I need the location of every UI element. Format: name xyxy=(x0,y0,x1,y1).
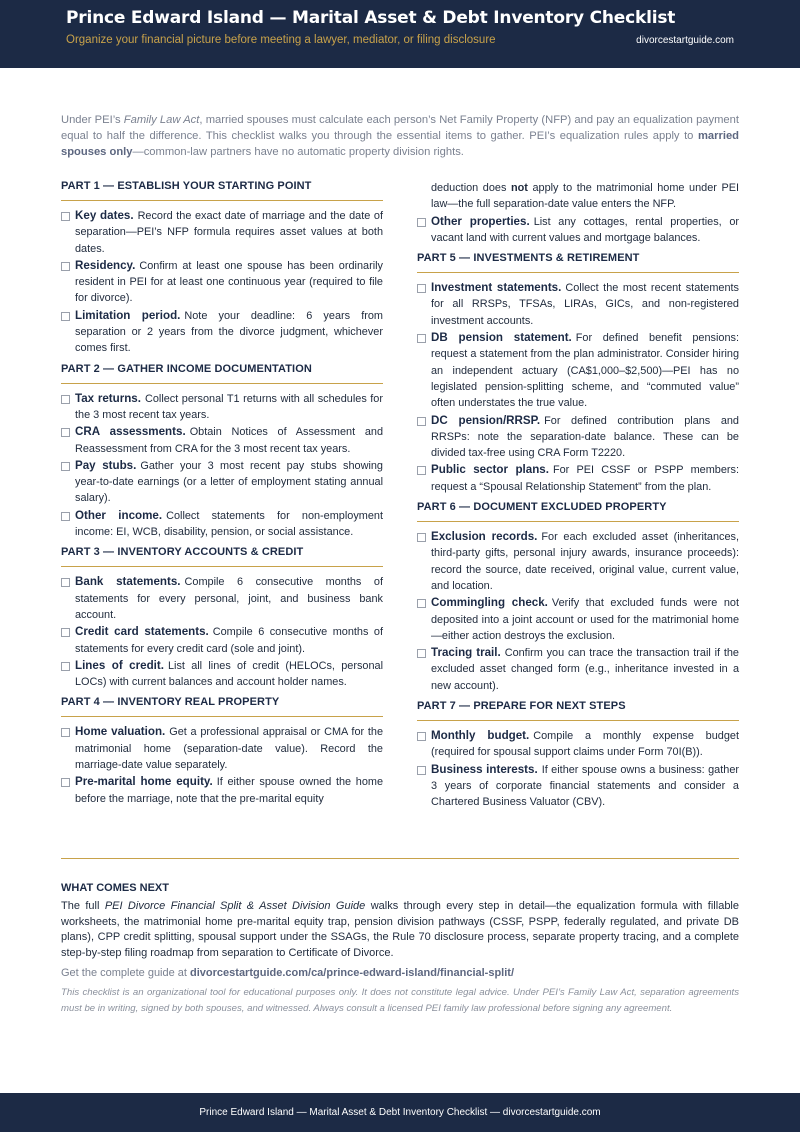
item-text: Confirm you can trace the transaction trail if the excluded asset changed form (e.g., inheritance invested in a new account). xyxy=(431,647,739,692)
next-title: WHAT COMES NEXT xyxy=(61,882,169,894)
intro-text-1: Under PEI’s xyxy=(61,114,124,126)
guide-name: PEI Divorce Financial Split & Asset Division Guide xyxy=(104,900,366,912)
item-key: Tax returns. xyxy=(75,391,141,405)
checkbox-icon[interactable] xyxy=(61,462,70,471)
part-title: PART 3 — INVENTORY ACCOUNTS & CREDIT xyxy=(61,546,383,567)
checklist-item[interactable] xyxy=(61,658,383,691)
item-text: For defined benefit pensions: request a statement from the plan administrator. Consider hiring an independent actuary (CA$1,000–$2,500)—PEI has no legislated pension-splitting scheme, and “commuted value” often understates the true value. xyxy=(431,332,739,410)
checklist-item[interactable] xyxy=(61,724,383,773)
checklist-item[interactable] xyxy=(417,728,739,761)
what-comes-next-section xyxy=(61,882,739,1016)
item-text: Gather your 3 most recent pay stubs showing year-to-date earnings (or a letter of employment stating annual salary). xyxy=(75,459,383,505)
part-title: PART 5 — INVESTMENTS & RETIREMENT xyxy=(417,252,739,273)
part-title: PART 6 — DOCUMENT EXCLUDED PROPERTY xyxy=(417,501,739,522)
checkbox-icon[interactable] xyxy=(61,628,70,637)
checklist-item[interactable] xyxy=(417,413,739,462)
page-title: Prince Edward Island — Marital Asset & Debt Inventory Checklist xyxy=(66,8,676,28)
checkbox-icon[interactable] xyxy=(61,428,70,437)
left-column xyxy=(61,180,383,813)
part-5 xyxy=(417,252,739,495)
item-text: Collect statements for non-employment income: EI, WCB, disability, pension, or social assistance. xyxy=(75,509,384,539)
item-key: Exclusion records. xyxy=(431,530,538,544)
item-text: List any cottages, rental properties, or vacant land with current values and mortgage balances. xyxy=(431,215,739,244)
checkbox-icon[interactable] xyxy=(417,284,426,293)
item-key: Limitation period. xyxy=(75,308,181,322)
part-4-continued xyxy=(417,180,739,246)
item-key: Credit card statements. xyxy=(75,625,209,639)
checklist-item[interactable] xyxy=(61,208,383,257)
part-7 xyxy=(417,700,739,810)
checklist-item[interactable] xyxy=(417,280,739,329)
next-body xyxy=(61,899,739,961)
item-text: Note your deadline: 6 years from separation or 2 years from the divorce judgment, whichever comes first. xyxy=(75,309,383,355)
page-footer xyxy=(0,1093,800,1132)
checkbox-icon[interactable] xyxy=(417,533,426,542)
checkbox-icon[interactable] xyxy=(417,599,426,608)
part-4 xyxy=(61,696,383,806)
item-key: Pre-marital home equity. xyxy=(75,775,213,789)
checklist-item[interactable] xyxy=(61,574,383,623)
item-text: Collect personal T1 returns with all schedules for the 3 most recent tax years. xyxy=(75,392,383,421)
part-6 xyxy=(417,501,739,694)
footer-text: Prince Edward Island — Marital Asset & Debt Inventory Checklist — divorcestartguide.com xyxy=(199,1107,601,1118)
part-3 xyxy=(61,546,383,690)
item-key: CRA assessments. xyxy=(75,425,186,439)
checkbox-icon[interactable] xyxy=(417,732,426,741)
item-text: If either spouse owned the home before the marriage, note that the pre-marital equity xyxy=(75,776,384,805)
checkbox-icon[interactable] xyxy=(61,778,70,787)
checklist-item[interactable] xyxy=(61,308,383,357)
checkbox-icon[interactable] xyxy=(417,218,426,227)
item-key: Home valuation. xyxy=(75,725,166,739)
item-text: If either spouse owns a business: gather 3 years of corporate financial statements and consider a Chartered Business Valuator (CBV). xyxy=(431,763,739,809)
checkbox-icon[interactable] xyxy=(61,728,70,737)
checkbox-icon[interactable] xyxy=(61,395,70,404)
part-title: PART 1 — ESTABLISH YOUR STARTING POINT xyxy=(61,180,383,201)
checklist-item[interactable] xyxy=(61,424,383,457)
item-key: Public sector plans. xyxy=(431,463,549,477)
continuation-emphasis: not xyxy=(510,182,528,194)
checkbox-icon[interactable] xyxy=(417,766,426,775)
item-text: For defined contribution plans and RRSPs: note the separation-date balance. These can be divided tax-free using CRA Form T2220. xyxy=(431,414,739,460)
checkbox-icon[interactable] xyxy=(61,578,70,587)
item-key: Other income. xyxy=(75,508,163,522)
next-body-text-a: The full xyxy=(61,900,105,912)
checklist-item[interactable] xyxy=(61,458,383,507)
guide-link-prefix: Get the complete guide at xyxy=(61,967,191,979)
header-site-link[interactable]: divorcestartguide.com xyxy=(636,35,734,46)
checkbox-icon[interactable] xyxy=(61,512,70,521)
checkbox-icon[interactable] xyxy=(417,649,426,658)
checkbox-icon[interactable] xyxy=(61,212,70,221)
item-key: Key dates. xyxy=(75,209,134,222)
guide-link-line xyxy=(61,967,739,979)
checklist-item[interactable] xyxy=(61,624,383,657)
part-title: PART 2 — GATHER INCOME DOCUMENTATION xyxy=(61,363,383,384)
intro-text-3: —common-law partners have no automatic property division rights. xyxy=(132,146,464,158)
item-key: Business interests. xyxy=(431,762,538,776)
section-divider xyxy=(61,858,739,859)
guide-link[interactable]: divorcestartguide.com/ca/prince-edward-island/financial-split/ xyxy=(190,967,514,979)
item-text: Obtain Notices of Assessment and Reassessment from CRA for the 3 most recent tax years. xyxy=(75,426,383,455)
checklist-item[interactable] xyxy=(417,762,739,811)
checklist-item[interactable] xyxy=(417,595,739,644)
checkbox-icon[interactable] xyxy=(417,417,426,426)
item-key: Monthly budget. xyxy=(431,729,530,743)
item-text: Get a professional appraisal or CMA for the matrimonial home (separation-date value). Record the marriage-date value separately. xyxy=(75,726,383,772)
item-key: Pay stubs. xyxy=(75,458,137,472)
intro-act-name: Family Law Act xyxy=(123,114,200,126)
item-key: Other properties. xyxy=(431,214,530,228)
item-text: Collect the most recent statements for all RRSPs, TFSAs, LIRAs, GICs, and non-registered investment accounts. xyxy=(431,282,739,327)
checklist-item[interactable] xyxy=(417,462,739,495)
part-title: PART 7 — PREPARE FOR NEXT STEPS xyxy=(417,700,739,721)
item-text: List all lines of credit (HELOCs, personal LOCs) with current balances and account holder names. xyxy=(75,659,383,689)
item-text: For PEI CSSF or PSPP members: request a “Spousal Relationship Statement” from the plan. xyxy=(431,464,739,493)
item-key: Bank statements. xyxy=(75,575,181,589)
item-text: Verify that excluded funds were not deposited into a joint account or used for the matrimonial home—either action destroys the exclusion. xyxy=(431,597,739,642)
checkbox-icon[interactable] xyxy=(417,466,426,475)
item-text: Compile 6 consecutive months of statements for every credit card (sole and joint). xyxy=(75,626,383,655)
checklist-item[interactable] xyxy=(61,258,383,307)
checklist-item[interactable] xyxy=(61,774,383,807)
item-text: For each excluded asset (inheritances, third-party gifts, personal injury awards, insurance proceeds): record the source, date received, original value, current value, and location. xyxy=(431,531,739,592)
item-text: Compile 6 consecutive months of statements for every personal, joint, and business bank account. xyxy=(75,576,383,621)
part-2 xyxy=(61,363,383,541)
item-key: Investment statements. xyxy=(431,281,562,295)
item-key: DB pension statement. xyxy=(431,331,572,345)
checklist-item[interactable] xyxy=(417,529,739,594)
right-column xyxy=(417,180,739,817)
item-key: Commingling check. xyxy=(431,596,548,610)
checklist-item[interactable] xyxy=(417,330,739,411)
next-body-text-b: walks through every step in detail—the equalization formula with fillable worksheets, the matrimonial home pre-marital equity trap, pension division pathways (CSSF, PSPP, federally regulated, and private DB plans), CPP credit splitting, spousal support under the SSAGs, the Rule 70 disclosure process, separate property tracing, and a complete step-by-step filing roadmap from separation to Certificate of Divorce. xyxy=(61,900,739,959)
item-key: Tracing trail. xyxy=(431,646,501,660)
continuation-text-a: deduction does xyxy=(431,182,511,194)
intro-text-2: , married spouses must calculate each person’s Net Family Property (NFP) and pay an equalization payment equal to half the difference. This checklist walks you through the essential items to gather. PEI’s equalization rules apply to xyxy=(61,114,739,142)
item-key: DC pension/RRSP. xyxy=(431,413,541,427)
continuation-text-b: apply to the matrimonial home under PEI law—the full separation-date value enters the NFP. xyxy=(431,182,739,211)
item-text: Compile a monthly expense budget (required for spousal support claims under Form 70I(B)). xyxy=(431,730,739,759)
intro-emphasis: married spouses only xyxy=(61,130,739,158)
checkbox-icon[interactable] xyxy=(417,334,426,343)
intro-paragraph xyxy=(61,112,739,160)
item-text: Confirm at least one spouse has been ordinarily resident in PEI for at least one continuous year (required to file for divorce). xyxy=(75,259,383,305)
checklist-item[interactable] xyxy=(417,645,739,694)
item-key: Lines of credit. xyxy=(75,658,164,672)
page-header xyxy=(0,0,800,68)
checkbox-icon[interactable] xyxy=(61,662,70,671)
page-subtitle: Organize your financial picture before meeting a lawyer, mediator, or filing disclosure xyxy=(66,34,496,46)
checkbox-icon[interactable] xyxy=(61,262,70,271)
part-title: PART 4 — INVENTORY REAL PROPERTY xyxy=(61,696,383,717)
item-key: Residency. xyxy=(75,258,136,272)
checklist-item[interactable] xyxy=(61,391,383,424)
checklist-item[interactable] xyxy=(61,508,383,541)
disclaimer: This checklist is an organizational tool for educational purposes only. It does not constitute legal advice. Under PEI’s Family Law Act, separation agreements must be in writing, signed by both spouses, and witnessed. Always consult a licensed PEI family law professional before signing any agreement. xyxy=(61,987,739,1014)
item-text: Record the exact date of marriage and the date of separation—PEI’s NFP formula requires asset values at both dates. xyxy=(75,210,383,255)
checkbox-icon[interactable] xyxy=(61,312,70,321)
part-1 xyxy=(61,180,383,357)
checklist-item[interactable] xyxy=(417,214,739,247)
item-continuation xyxy=(417,180,739,213)
